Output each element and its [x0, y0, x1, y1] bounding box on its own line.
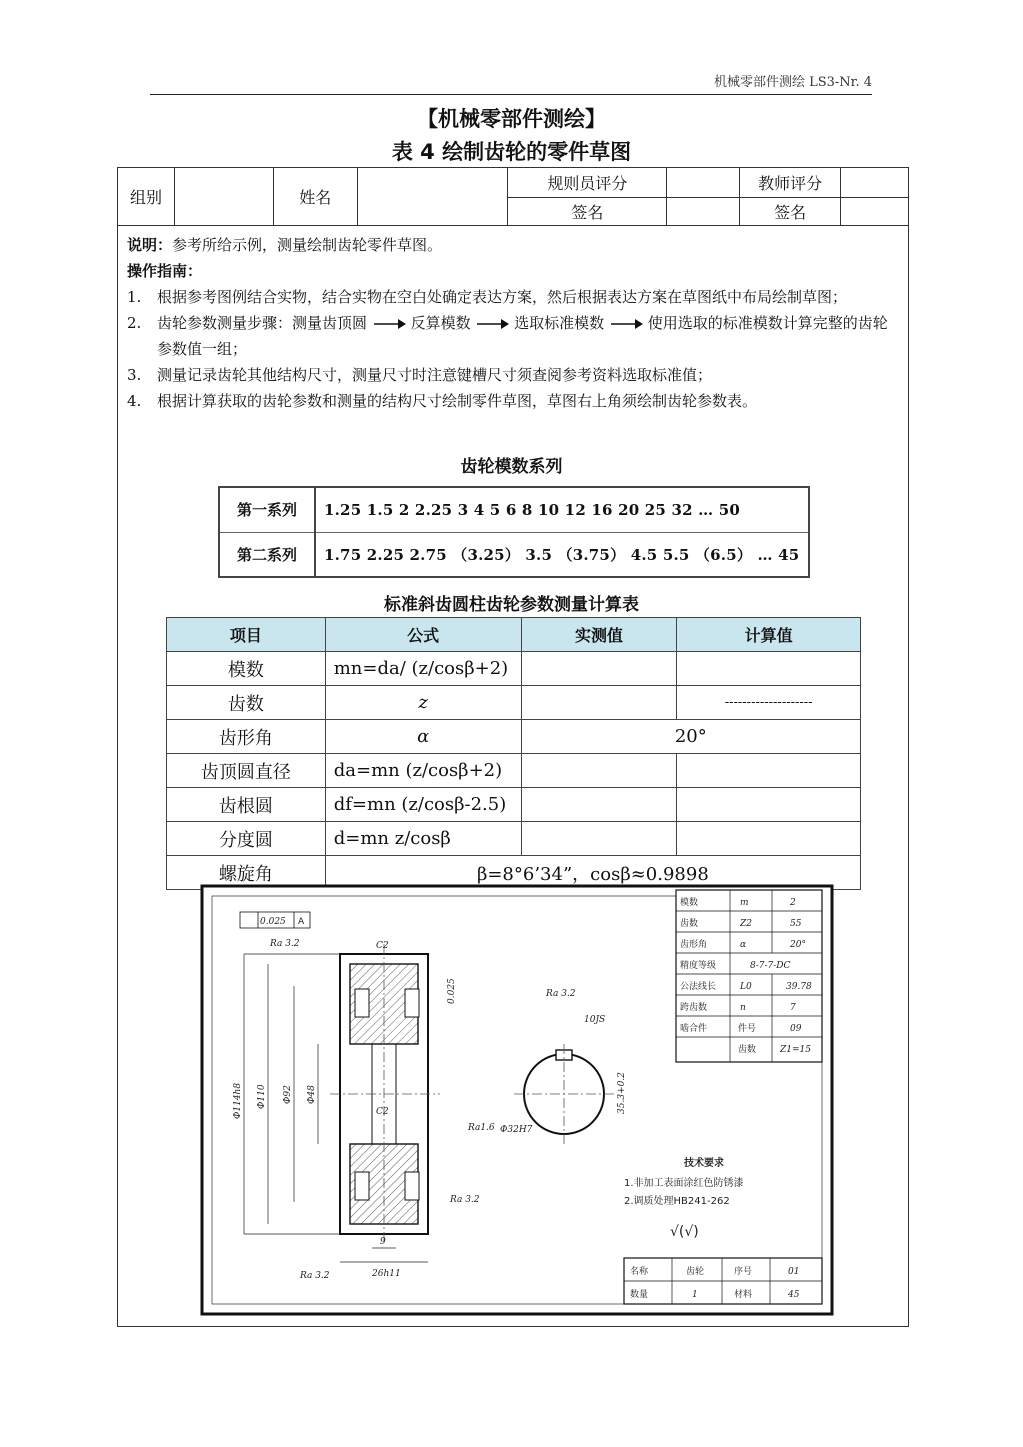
svg-text:8-7-7-DC: 8-7-7-DC [750, 961, 791, 971]
measured-cell[interactable] [521, 822, 677, 856]
calc-cell[interactable] [677, 788, 861, 822]
tech-requirement-1: 1.非加工表面涂红色防锈漆 [624, 1178, 744, 1189]
svg-text:01: 01 [788, 1267, 800, 1277]
column-header: 公式 [325, 618, 521, 652]
title-block [624, 1258, 822, 1304]
step-text-part: 反算模数 [410, 314, 471, 332]
instructions [127, 232, 902, 414]
calc-cell[interactable] [677, 754, 861, 788]
roughness-note: √(√) [670, 1224, 699, 1240]
module-series-table [218, 486, 810, 578]
svg-text:精度等级: 精度等级 [680, 961, 717, 971]
arrow-right-icon [475, 318, 509, 330]
svg-text:45: 45 [788, 1290, 800, 1300]
svg-text:序号: 序号 [734, 1267, 753, 1277]
svg-text:材料: 材料 [734, 1290, 753, 1300]
formula-cell: α [325, 720, 521, 754]
measured-cell[interactable] [521, 652, 677, 686]
step-1 [127, 284, 902, 310]
series-label: 第一系列 [219, 487, 315, 532]
chamfer-top: C2 [376, 941, 389, 951]
description [127, 232, 902, 258]
measured-cell[interactable] [521, 686, 677, 720]
step-text: 根据参考图例结合实物，结合实物在空白处确定表达方案，然后根据表达方案在草图纸中布局绘制草图； [157, 288, 848, 306]
svg-text:n: n [740, 1003, 746, 1013]
step-number: 1. [127, 288, 142, 306]
dim-d48: Φ48 [307, 1085, 317, 1104]
measured-cell[interactable] [521, 754, 677, 788]
rule-sign-field[interactable] [667, 198, 740, 226]
formula-cell: d=mn z/cosβ [325, 822, 521, 856]
roughness-label: Ra 3.2 [270, 939, 300, 949]
teacher-sign-label: 签名 [740, 198, 841, 226]
column-header: 计算值 [677, 618, 861, 652]
formula-cell: df=mn (z/cosβ-2.5) [325, 788, 521, 822]
svg-text:7: 7 [790, 1003, 796, 1013]
svg-text:α: α [740, 940, 747, 950]
teacher-score-label: 教师评分 [740, 168, 841, 198]
item-cell: 齿形角 [167, 720, 326, 754]
key-width-dim: 10JS [584, 1015, 606, 1025]
calc-cell[interactable] [677, 652, 861, 686]
name-label: 姓名 [273, 168, 357, 226]
svg-text:公法线长: 公法线长 [680, 982, 717, 992]
svg-text:39.78: 39.78 [786, 982, 812, 992]
svg-text:55: 55 [790, 919, 802, 929]
score-table [117, 167, 909, 226]
dim-rim-width: 9 [380, 1237, 386, 1247]
group-field[interactable] [174, 168, 273, 226]
step-text-part: 使用选取的标准模数计算完整的齿轮参数值一组； [157, 314, 888, 358]
name-field[interactable] [357, 168, 508, 226]
calc-cell: -------------------- [677, 686, 861, 720]
svg-text:跨齿数: 跨齿数 [680, 1003, 708, 1013]
gear-drawing [200, 884, 834, 1316]
step-3 [127, 362, 902, 388]
calc-cell[interactable] [677, 822, 861, 856]
rule-score-field[interactable] [667, 168, 740, 198]
teacher-sign-field[interactable] [841, 198, 909, 226]
item-cell: 齿顶圆直径 [167, 754, 326, 788]
item-cell: 螺旋角 [167, 856, 326, 890]
chamfer-mid: C2 [376, 1107, 389, 1117]
roughness-label-3: Ra 3.2 [300, 1271, 330, 1281]
main-title: 【机械零部件测绘】 [417, 107, 606, 131]
svg-text:L0: L0 [740, 982, 752, 992]
svg-text:齿数: 齿数 [680, 919, 699, 929]
item-cell: 齿数 [167, 686, 326, 720]
svg-text:Z1=15: Z1=15 [780, 1045, 811, 1055]
arrow-right-icon [609, 318, 643, 330]
measured-cell[interactable] [521, 788, 677, 822]
svg-text:2: 2 [790, 898, 796, 908]
svg-text:齿轮: 齿轮 [686, 1267, 705, 1277]
key-depth-dim: 35.3+0.2 [617, 1072, 627, 1114]
item-cell: 齿根圆 [167, 788, 326, 822]
table-row [167, 788, 861, 822]
step-number: 2. [127, 314, 142, 332]
item-cell: 分度圆 [167, 822, 326, 856]
svg-text:Z2: Z2 [740, 919, 752, 929]
group-label: 组别 [118, 168, 175, 226]
series-values: 1.25 1.5 2 2.25 3 4 5 6 8 10 12 16 20 25 32 … 50 [315, 487, 809, 532]
tech-requirement-2: 2.调质处理HB241-262 [624, 1196, 730, 1207]
formula-cell: da=mn (z/cosβ+2) [325, 754, 521, 788]
gear-section-view [330, 944, 440, 1244]
description-text: 参考所给示例，测量绘制齿轮零件草图。 [172, 236, 443, 254]
roughness-bore: Ra1.6 [468, 1123, 495, 1133]
dim-d92: Φ92 [283, 1085, 293, 1104]
step-number: 3. [127, 366, 142, 384]
dim-d114: Φ114h8 [233, 1082, 243, 1119]
merged-value-cell: 20° [521, 720, 860, 754]
item-cell: 模数 [167, 652, 326, 686]
svg-text:齿形角: 齿形角 [680, 940, 708, 950]
param-table [166, 617, 861, 890]
svg-text:数量: 数量 [630, 1290, 649, 1300]
param-table-title: 标准斜齿圆柱齿轮参数测量计算表 [384, 595, 639, 615]
svg-text:齿数: 齿数 [738, 1045, 757, 1055]
arrow-right-icon [372, 318, 406, 330]
svg-text:20°: 20° [790, 940, 806, 950]
series-label: 第二系列 [219, 532, 315, 577]
roughness-label-2: Ra 3.2 [450, 1195, 480, 1205]
runout-tolerance-2: 0.025 [447, 978, 457, 1004]
svg-text:m: m [740, 898, 749, 908]
merged-value-cell: β=8°6’34”，cosβ≈0.9898 [325, 856, 860, 890]
svg-text:名称: 名称 [630, 1267, 649, 1277]
formula-cell: z [325, 686, 521, 720]
roughness-keyway: Ra 3.2 [546, 989, 576, 999]
svg-text:0.025: 0.025 [260, 917, 286, 927]
tech-requirements-title: 技术要求 [684, 1158, 724, 1169]
description-label: 说明： [127, 236, 173, 254]
rule-sign-label: 签名 [508, 198, 667, 226]
guide-label: 操作指南： [127, 262, 203, 280]
dim-d110: Φ110 [257, 1084, 267, 1109]
step-text: 测量记录齿轮其他结构尺寸，测量尺寸时注意键槽尺寸须查阅参考资料选取标准值； [157, 366, 713, 384]
svg-text:1: 1 [692, 1290, 698, 1300]
formula-cell: mn=da/ (z/cosβ+2) [325, 652, 521, 686]
step-4 [127, 388, 902, 414]
step-text-part: 选取标准模数 [514, 314, 605, 332]
svg-text:模数: 模数 [680, 898, 699, 908]
teacher-score-field[interactable] [841, 168, 909, 198]
step-2 [127, 310, 902, 362]
series-values: 1.75 2.25 2.75 （3.25） 3.5 （3.75） 4.5 5.5 （6.5） … 45 [315, 532, 809, 577]
sub-title: 表 4 绘制齿轮的零件草图 [391, 140, 632, 164]
column-header: 实测值 [521, 618, 677, 652]
step-text: 根据计算获取的齿轮参数和测量的结构尺寸绘制零件草图，草图右上角须绘制齿轮参数表。 [157, 392, 758, 410]
bore-dim: Φ32H7 [500, 1125, 533, 1135]
svg-text:件号: 件号 [738, 1024, 757, 1034]
dim-width: 26h11 [372, 1269, 401, 1279]
table-row [167, 686, 861, 720]
table-row [167, 652, 861, 686]
column-header: 项目 [167, 618, 326, 652]
svg-text:A: A [298, 917, 305, 927]
gear-parameter-table [676, 890, 822, 1062]
document-code-header: 机械零部件测绘 LS3-Nr. 4 [150, 72, 872, 95]
table-row [167, 720, 861, 754]
table-row [167, 822, 861, 856]
table-row [167, 754, 861, 788]
step-text-part: 齿轮参数测量步骤：测量齿顶圆 [157, 314, 368, 332]
module-series-title: 齿轮模数系列 [460, 457, 563, 477]
svg-text:啮合件: 啮合件 [680, 1024, 708, 1034]
rule-score-label: 规则员评分 [508, 168, 667, 198]
step-number: 4. [127, 392, 142, 410]
svg-text:09: 09 [790, 1024, 802, 1034]
